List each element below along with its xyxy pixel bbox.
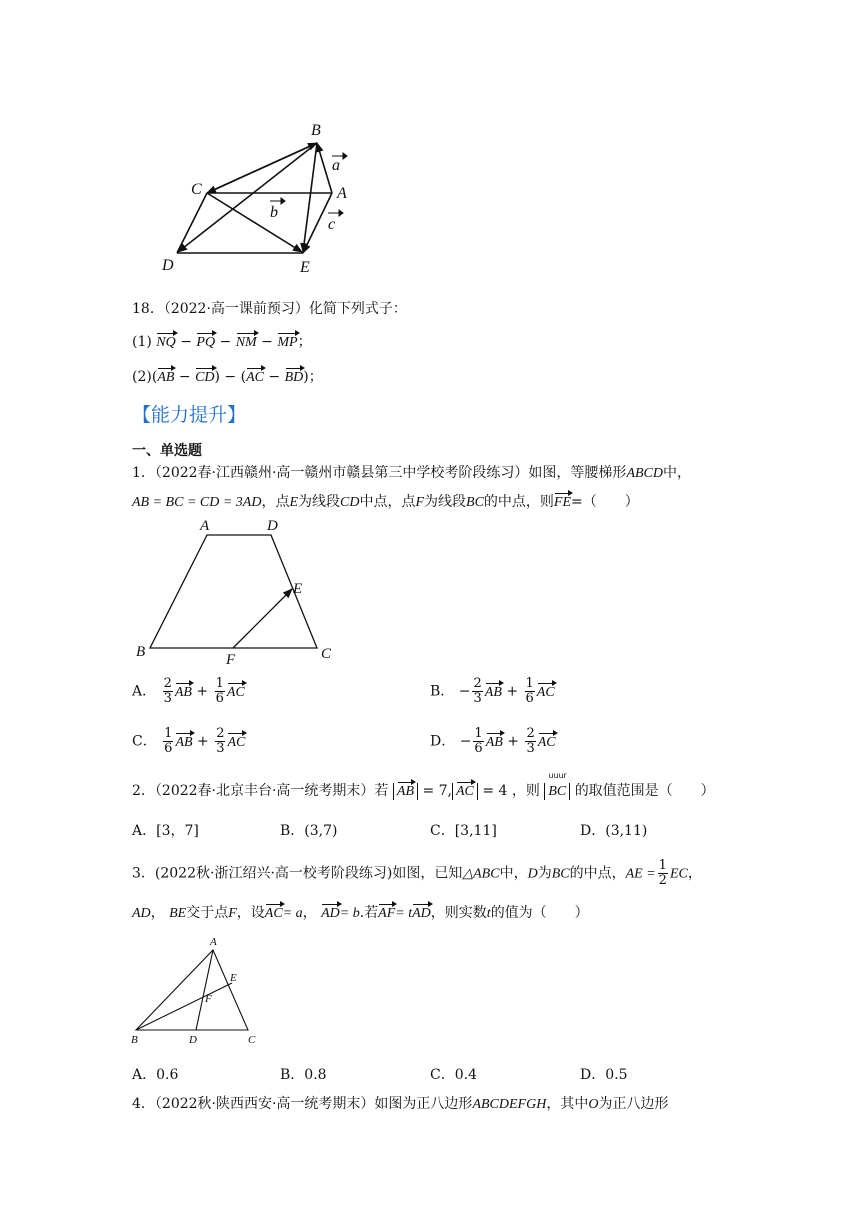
tri-label-F: F <box>205 993 212 1005</box>
q1-line2: AB = BC = CD = 3AD，点E为线段CD中点，点F为线段BC的中点，则FE=（ ） <box>132 494 639 510</box>
tri-label-E: E <box>230 972 237 984</box>
q2-option-c[interactable]: C．[3,11] <box>430 823 497 839</box>
q3-option-d[interactable]: D．0.5 <box>580 1067 628 1083</box>
diag-BE <box>303 143 317 252</box>
q4-stem: 4．（2022秋·陕西西安·高一统考期末）如图为正八边形ABCDEFGH，其中O为正八边形 <box>132 1096 669 1112</box>
q18-part2: (2)(AB − CD) − (AC − BD)； <box>132 369 323 385</box>
q1-line1: 1．（2022春·江西赣州·高一赣州市赣县第三中学校考阶段练习）如图，等腰梯形ABCD中， <box>132 465 691 481</box>
q2-option-b[interactable]: B．(3,7) <box>280 823 338 839</box>
trap-label-E: E <box>293 581 303 597</box>
label-C: C <box>191 181 202 198</box>
trapezoid-figure <box>130 515 350 665</box>
q18-title: 18．（2022·高一课前预习）化简下列式子： <box>132 301 407 317</box>
subsection-title: 一、单选题 <box>132 443 202 459</box>
label-B: B <box>311 122 321 139</box>
vector-a <box>317 143 332 193</box>
q3-option-c[interactable]: C．0.4 <box>430 1067 477 1083</box>
vector-figure-top <box>150 120 370 280</box>
q3-option-b[interactable]: B．0.8 <box>280 1067 327 1083</box>
label-A: A <box>337 185 347 202</box>
tri-label-A: A <box>210 936 217 948</box>
q3-option-a[interactable]: A．0.6 <box>132 1067 179 1083</box>
q1-option-c[interactable]: C． $\frac{1}{6}$ AB + $\frac{2}{3}$ AC <box>132 726 246 756</box>
q18-part1: (1) NQ − PQ − NM − MP； <box>132 334 312 350</box>
trap-label-D: D <box>267 518 278 534</box>
label-c: c <box>328 216 336 233</box>
label-b: b <box>270 204 278 221</box>
label-E: E <box>300 259 310 276</box>
q3-line1: 3．(2022秋·浙江绍兴·高一校考阶段练习)如图，已知△ABC中，D为BC的中点，AE = $\frac{1}{2}$ EC， <box>132 858 702 888</box>
q2-stem: 2．（2022春·北京丰台·高一统考期末）若 AB = 7, AC = 4 ，则 BC uuur 的取值范围是（ ） <box>132 771 715 799</box>
q2-option-d[interactable]: D．(3,11) <box>580 823 648 839</box>
q1-option-d[interactable]: D． − $\frac{1}{6}$ AB + $\frac{2}{3}$ AC <box>430 726 556 756</box>
trap-label-F: F <box>226 652 236 665</box>
q3-line2: AD， BE交于点F，设AC= a， AD= b.若AF= tAD，则实数t的值为（ ） <box>132 905 589 921</box>
label-D: D <box>162 257 174 274</box>
tri-label-D: D <box>189 1034 197 1046</box>
edge-CD <box>177 193 207 253</box>
tri-label-C: C <box>248 1034 256 1046</box>
q1-option-a[interactable]: A． $\frac{2}{3}$ AB + $\frac{1}{6}$ AC <box>132 676 245 706</box>
tri-label-B: B <box>131 1034 138 1046</box>
diag-CE <box>207 193 302 252</box>
triangle-figure <box>128 930 278 1055</box>
section-title: 【能力提升】 <box>132 404 247 426</box>
q1-option-b[interactable]: B． − $\frac{2}{3}$ AB + $\frac{1}{6}$ AC <box>430 676 555 706</box>
trap-label-A: A <box>200 518 210 534</box>
trap-label-B: B <box>136 644 146 660</box>
label-a: a <box>332 157 340 174</box>
q2-option-a[interactable]: A．[3，7] <box>132 823 199 839</box>
trap-label-C: C <box>321 646 332 662</box>
